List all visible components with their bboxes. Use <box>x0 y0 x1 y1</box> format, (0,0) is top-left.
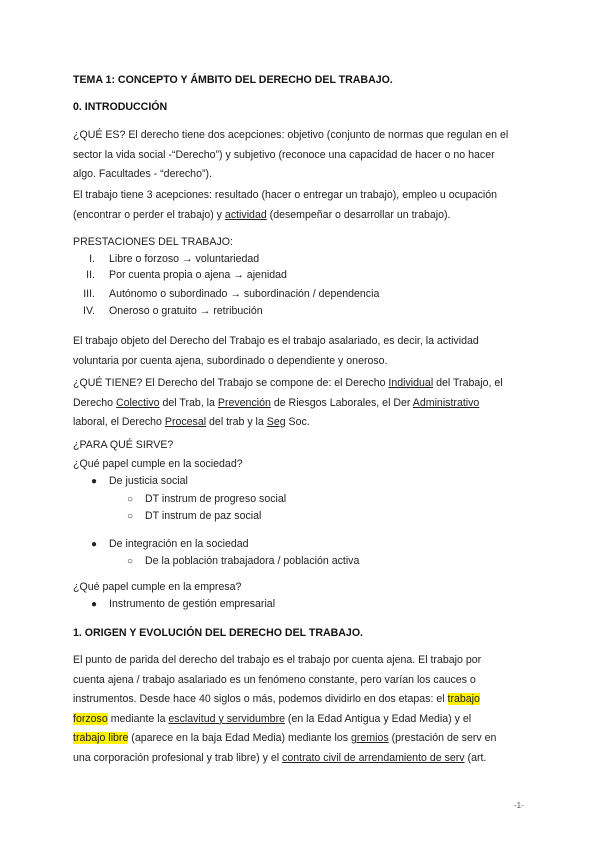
list-item: DT instrum de progreso social <box>145 493 287 505</box>
text-line: una corporación profesional y trab libre) y el contrato civil de arrendamiento de serv (art. <box>73 751 487 764</box>
underlined-term: actividad <box>224 208 267 221</box>
list-item: De integración en la sociedad <box>109 538 249 550</box>
text-line: (encontrar o perder el trabajo) y actividad (desempeñar o desarrollar un trabajo). <box>73 208 451 221</box>
underlined-term: gremios <box>350 732 389 744</box>
que-tiene-paragraph <box>73 374 533 433</box>
highlighted-term: trabajo libre <box>73 732 129 744</box>
objeto-paragraph <box>73 332 533 371</box>
text-line: laboral, el Derecho Procesal del trab y la Seg Soc. <box>73 416 310 428</box>
bullet-filled-icon: ● <box>91 539 98 550</box>
list-item: IV. Oneroso o gratuito → retribución <box>83 305 263 317</box>
section1-heading: 1. ORIGEN Y EVOLUCIÓN DEL DERECHO DEL TRABAJO. <box>73 627 364 639</box>
list-item: DT instrum de paz social <box>145 510 262 522</box>
underlined-term: contrato civil de arrendamiento de serv <box>282 751 465 764</box>
underlined-term: Procesal <box>164 416 207 428</box>
question-empresa: ¿Qué papel cumple en la empresa? <box>73 581 242 593</box>
text-line: ¿QUÉ ES? El derecho tiene dos acepciones: objetivo (conjunto de normas que regulan en el <box>73 129 509 141</box>
page-number: -1- <box>514 801 524 810</box>
list-item: I. Libre o forzoso → voluntariedad <box>89 253 260 265</box>
para-que-heading: ¿PARA QUÉ SIRVE? <box>73 439 174 451</box>
bullet-filled-icon: ● <box>91 476 98 487</box>
bullet-filled-icon: ● <box>91 599 98 610</box>
highlighted-term: forzoso <box>73 712 108 725</box>
section1-paragraph <box>73 651 533 768</box>
text-line: algo. Facultades - “derecho”). <box>73 168 212 180</box>
list-item: De justicia social <box>109 475 188 487</box>
underlined-term: Colectivo <box>116 396 160 409</box>
text-line: Derecho Colectivo del Trab, la Prevención de Riesgos Laborales, el Der Administrativo <box>73 396 480 409</box>
text-line: sector la vida social -“Derecho”) y subjetivo (reconoce una capacidad de hacer o no hacer <box>73 148 495 161</box>
underlined-term: Administrativo <box>412 396 480 409</box>
prestaciones-heading: PRESTACIONES DEL TRABAJO: <box>73 236 233 248</box>
text-line: El trabajo objeto del Derecho del Trabajo es el trabajo asalariado, es decir, la actividad <box>73 335 479 347</box>
underlined-term: Individual <box>388 377 434 389</box>
highlighted-term: trabajo <box>447 693 480 705</box>
text-line: instrumentos. Desde hace 40 siglos o más, podemos dividirlo en dos etapas: el trabajo <box>73 693 480 705</box>
list-item: De la población trabajadora / población activa <box>145 555 360 567</box>
bullet-hollow-icon: ○ <box>127 494 134 505</box>
list-item: III. Autónomo o subordinado → subordinación / dependencia <box>83 288 380 300</box>
underlined-term: esclavitud y servidumbre <box>168 712 285 725</box>
list-item: Instrumento de gestión empresarial <box>109 598 276 610</box>
text-line: El trabajo tiene 3 acepciones: resultado (hacer o entregar un trabajo), empleo u ocupación <box>73 189 498 201</box>
text-line: forzoso mediante la esclavitud y servidumbre (en la Edad Antigua y Edad Media) y el <box>73 712 472 725</box>
list-item: II. Por cuenta propia o ajena → ajenidad <box>86 269 287 281</box>
question-sociedad: ¿Qué papel cumple en la sociedad? <box>73 458 243 470</box>
intro-heading: 0. INTRODUCCIÓN <box>73 101 168 113</box>
underlined-term: Seg <box>266 416 286 428</box>
que-es-paragraph <box>73 126 533 185</box>
trabajo-paragraph <box>73 186 533 225</box>
text-line: cuenta ajena / trabajo asalariado es un fenómeno constante, pero varían los cauces o <box>73 673 476 686</box>
text-line: ¿QUÉ TIENE? El Derecho del Trabajo se compone de: el Derecho Individual del Trabajo, el <box>73 377 503 389</box>
document-title: TEMA 1: CONCEPTO Y ÁMBITO DEL DERECHO DEL TRABAJO. <box>73 74 393 86</box>
text-line: El punto de parida del derecho del trabajo es el trabajo por cuenta ajena. El trabajo por <box>73 654 482 666</box>
bullet-hollow-icon: ○ <box>127 511 134 522</box>
underlined-term: Prevención <box>217 396 271 409</box>
bullet-hollow-icon: ○ <box>127 556 134 567</box>
text-line: trabajo libre (aparece en la baja Edad Media) mediante los gremios (prestación de serv en <box>73 732 497 744</box>
text-line: voluntaria por cuenta ajena, subordinado o dependiente y oneroso. <box>73 354 388 367</box>
